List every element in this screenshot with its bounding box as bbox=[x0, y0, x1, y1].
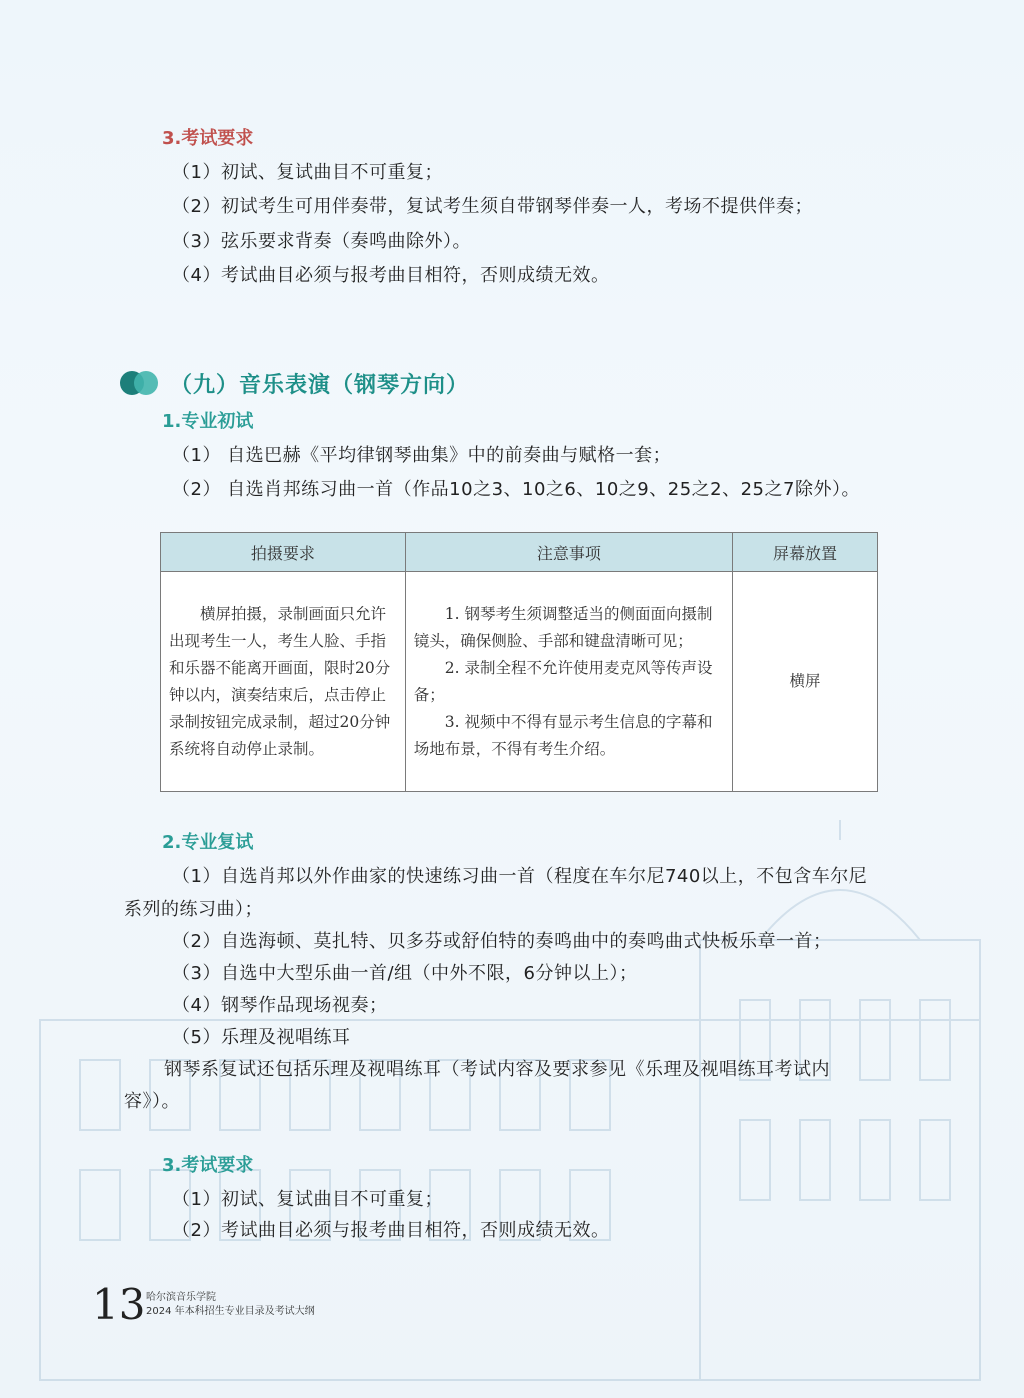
shooting-text: 横屏拍摄，录制画面只允许出现考生一人，考生人脸、手指和乐器不能离开画面，限时20分钟以内，演奏结束后，点击停止录制按钮完成录制，超过20分钟系统将自动停止录制。 bbox=[169, 604, 391, 758]
retest-item-5: （5）乐理及视唱练耳 bbox=[172, 1027, 351, 1048]
retest-heading: 2.专业复试 bbox=[162, 832, 254, 853]
section-title bbox=[120, 366, 469, 400]
retest-item-3: （3）自选中大型乐曲一首/组（中外不限，6分钟以上）； bbox=[172, 963, 638, 984]
footer-subtitle: 2024 年本科招生专业目录及考试大纲 bbox=[146, 1306, 315, 1317]
retest-item-4: （4）钢琴作品现场视奏； bbox=[172, 995, 388, 1016]
note-3: 3. 视频中不得有显示考生信息的字幕和场地布景，不得有考生介绍。 bbox=[413, 712, 713, 758]
prelim-item-1: （1） 自选巴赫《平均律钢琴曲集》中的前奏曲与赋格一套； bbox=[172, 445, 672, 466]
footer-school-name: 哈尔滨音乐学院 bbox=[146, 1292, 216, 1303]
exam-requirements-heading-top: 3.考试要求 bbox=[162, 128, 254, 149]
table-header-row bbox=[161, 533, 878, 572]
table-row bbox=[161, 572, 878, 792]
retest-note-a: 钢琴系复试还包括乐理及视唱练耳（考试内容及要求参见《乐理及视唱练耳考试内 bbox=[164, 1059, 830, 1080]
table-cell-screen: 横屏 bbox=[733, 572, 878, 792]
note-2: 2. 录制全程不允许使用麦克风等传声设备； bbox=[413, 658, 713, 704]
exam-req-top-item-4: （4）考试曲目必须与报考曲目相符，否则成绩无效。 bbox=[172, 265, 610, 286]
table-header-notes: 注意事项 bbox=[405, 533, 732, 572]
table-cell-shooting bbox=[161, 572, 406, 792]
table-header-screen: 屏幕放置 bbox=[733, 533, 878, 572]
exam-requirements-heading: 3.考试要求 bbox=[162, 1155, 254, 1176]
exam-req-item-2: （2）考试曲目必须与报考曲目相符，否则成绩无效。 bbox=[172, 1220, 610, 1241]
page-number: 13 bbox=[92, 1280, 146, 1329]
table-header-shooting: 拍摄要求 bbox=[161, 533, 406, 572]
retest-note-b: 容》）。 bbox=[124, 1091, 180, 1112]
table-cell-notes bbox=[405, 572, 732, 792]
section-bullet-icon bbox=[120, 371, 162, 395]
retest-item-1a: （1）自选肖邦以外作曲家的快速练习曲一首（程度在车尔尼740以上，不包含车尔尼 bbox=[172, 866, 868, 887]
exam-req-top-item-2: （2）初试考生可用伴奏带，复试考生须自带钢琴伴奏一人，考场不提供伴奏； bbox=[172, 196, 813, 217]
prelim-heading: 1.专业初试 bbox=[162, 411, 254, 432]
recording-requirements-table bbox=[160, 532, 878, 792]
note-1: 1. 钢琴考生须调整适当的侧面面向摄制镜头，确保侧脸、手部和键盘清晰可见； bbox=[413, 604, 713, 650]
exam-req-top-item-3: （3）弦乐要求背奏（奏鸣曲除外）。 bbox=[172, 231, 471, 252]
prelim-item-2: （2） 自选肖邦练习曲一首（作品10之3、10之6、10之9、25之2、25之7除外）。 bbox=[172, 479, 860, 500]
retest-item-1b: 系列的练习曲）； bbox=[124, 899, 263, 920]
section-title-text: （九）音乐表演（钢琴方向） bbox=[170, 372, 470, 398]
exam-req-top-item-1: （1）初试、复试曲目不可重复； bbox=[172, 162, 443, 183]
exam-req-item-1: （1）初试、复试曲目不可重复； bbox=[172, 1189, 443, 1210]
retest-item-2: （2）自选海顿、莫扎特、贝多芬或舒伯特的奏鸣曲中的奏鸣曲式快板乐章一首； bbox=[172, 931, 832, 952]
